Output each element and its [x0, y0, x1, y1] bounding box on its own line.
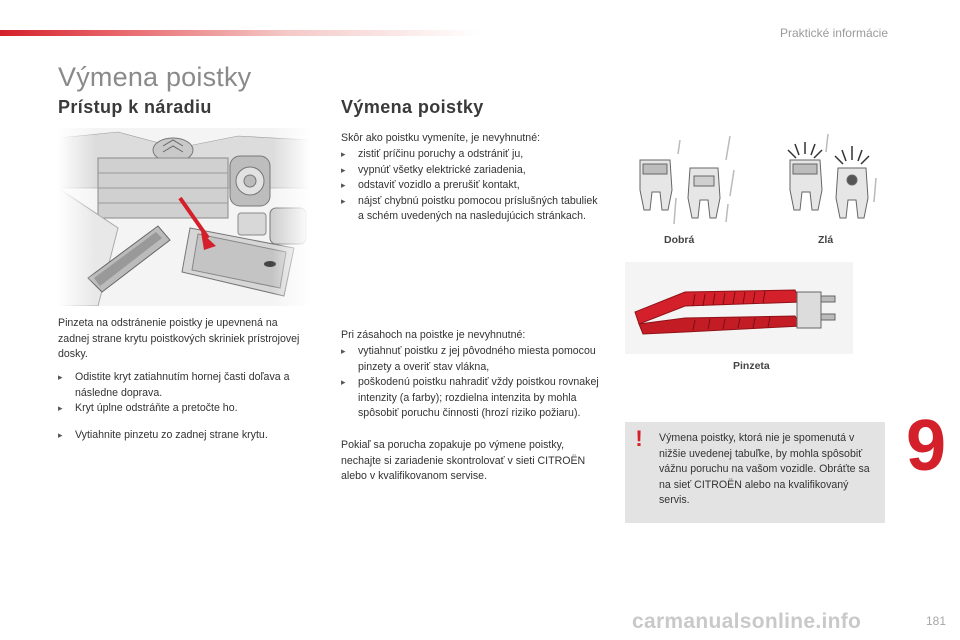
- top-accent-bar: [0, 30, 480, 36]
- during-replacement-intro: Pri zásahoch na poistke je nevyhnutné:: [341, 329, 526, 341]
- list-item: ▸ zistiť príčinu poruchy a odstrániť ju,: [341, 147, 603, 163]
- exclamation-icon: !: [635, 426, 643, 451]
- tweezers-illustration: [625, 262, 853, 354]
- bullet-icon: ▸: [341, 195, 346, 206]
- bullet-icon: ▸: [341, 377, 346, 388]
- list-item: ▸ nájsť chybnú poistku pomocou príslušných tabuliek a schém uvedených na nasledujúcich stránkach.: [341, 194, 598, 223]
- tweezers-location-text: Pinzeta na odstránenie poistky je upevnená na zadnej strane krytu poistkových skriniek prístrojovej dosky.: [58, 317, 300, 361]
- bad-fuse-label: Zlá: [818, 234, 834, 246]
- list-item: ▸ odstaviť vozidlo a prerušiť kontakt,: [341, 178, 603, 194]
- page-title: Výmena poistky: [58, 62, 252, 92]
- bullet-icon: ▸: [58, 403, 63, 414]
- tweezers-label: Pinzeta: [733, 360, 770, 372]
- list-item: ▸ vytiahnuť poistku z jej pôvodného miesta pomocou pinzety a overiť stav vlákna,: [341, 345, 596, 373]
- cover-removal-steps: [58, 370, 310, 417]
- chapter-number: 9: [905, 406, 946, 486]
- before-replacement-list: [341, 147, 603, 225]
- page-number: 181: [925, 614, 946, 628]
- footer-watermark: carmanualsonline.info: [632, 610, 862, 633]
- dashboard-cover-illustration: [58, 128, 310, 306]
- during-replacement-list: [341, 344, 603, 422]
- before-replacement-intro: Skôr ako poistku vymeníte, je nevyhnutné:: [341, 132, 541, 144]
- list-item: ▸ poškodenú poistku nahradiť vždy poistkou rovnakej intenzity (a farby); rozdielna intenzita by mohla spôsobiť poruchu činnosti (hrozí riziko požiaru).: [341, 376, 599, 420]
- list-item: ▸ Odistite kryt zatiahnutím hornej časti doľava a následne doprava.: [58, 371, 290, 399]
- list-item: ▸ Kryt úplne odstráňte a pretočte ho.: [58, 401, 310, 417]
- fuse-comparison-illustration: [630, 130, 880, 230]
- list-item: ▸ Vytiahnite pinzetu zo zadnej strane krytu.: [58, 428, 310, 444]
- bullet-icon: ▸: [341, 180, 346, 191]
- good-fuse-label: Dobrá: [664, 234, 695, 246]
- fuse-replacement-heading: Výmena poistky: [341, 97, 484, 117]
- warning-text: Výmena poistky, ktorá nie je spomenutá v nižšie uvedenej tabuľke, by mohla spôsobiť vážnu poruchu na vašom vozidle. Obráťte sa na sieť CITROËN alebo na kvalifikovaný servis.: [659, 432, 870, 507]
- bullet-icon: ▸: [58, 430, 63, 440]
- bullet-icon: ▸: [341, 346, 346, 356]
- repeat-fault-text: Pokiaľ sa porucha zopakuje po výmene poistky, nechajte si zariadenie skontrolovať v sieti CITROËN alebo v kvalifikovanom servise.: [341, 439, 586, 483]
- tweezers-step: [58, 428, 310, 444]
- bullet-icon: ▸: [341, 164, 346, 175]
- access-tools-heading: Prístup k náradiu: [58, 97, 212, 117]
- list-item: ▸ vypnúť všetky elektrické zariadenia,: [341, 163, 603, 179]
- bullet-icon: ▸: [58, 372, 63, 382]
- bullet-icon: ▸: [341, 149, 346, 159]
- section-header: Praktické informácie: [779, 26, 888, 40]
